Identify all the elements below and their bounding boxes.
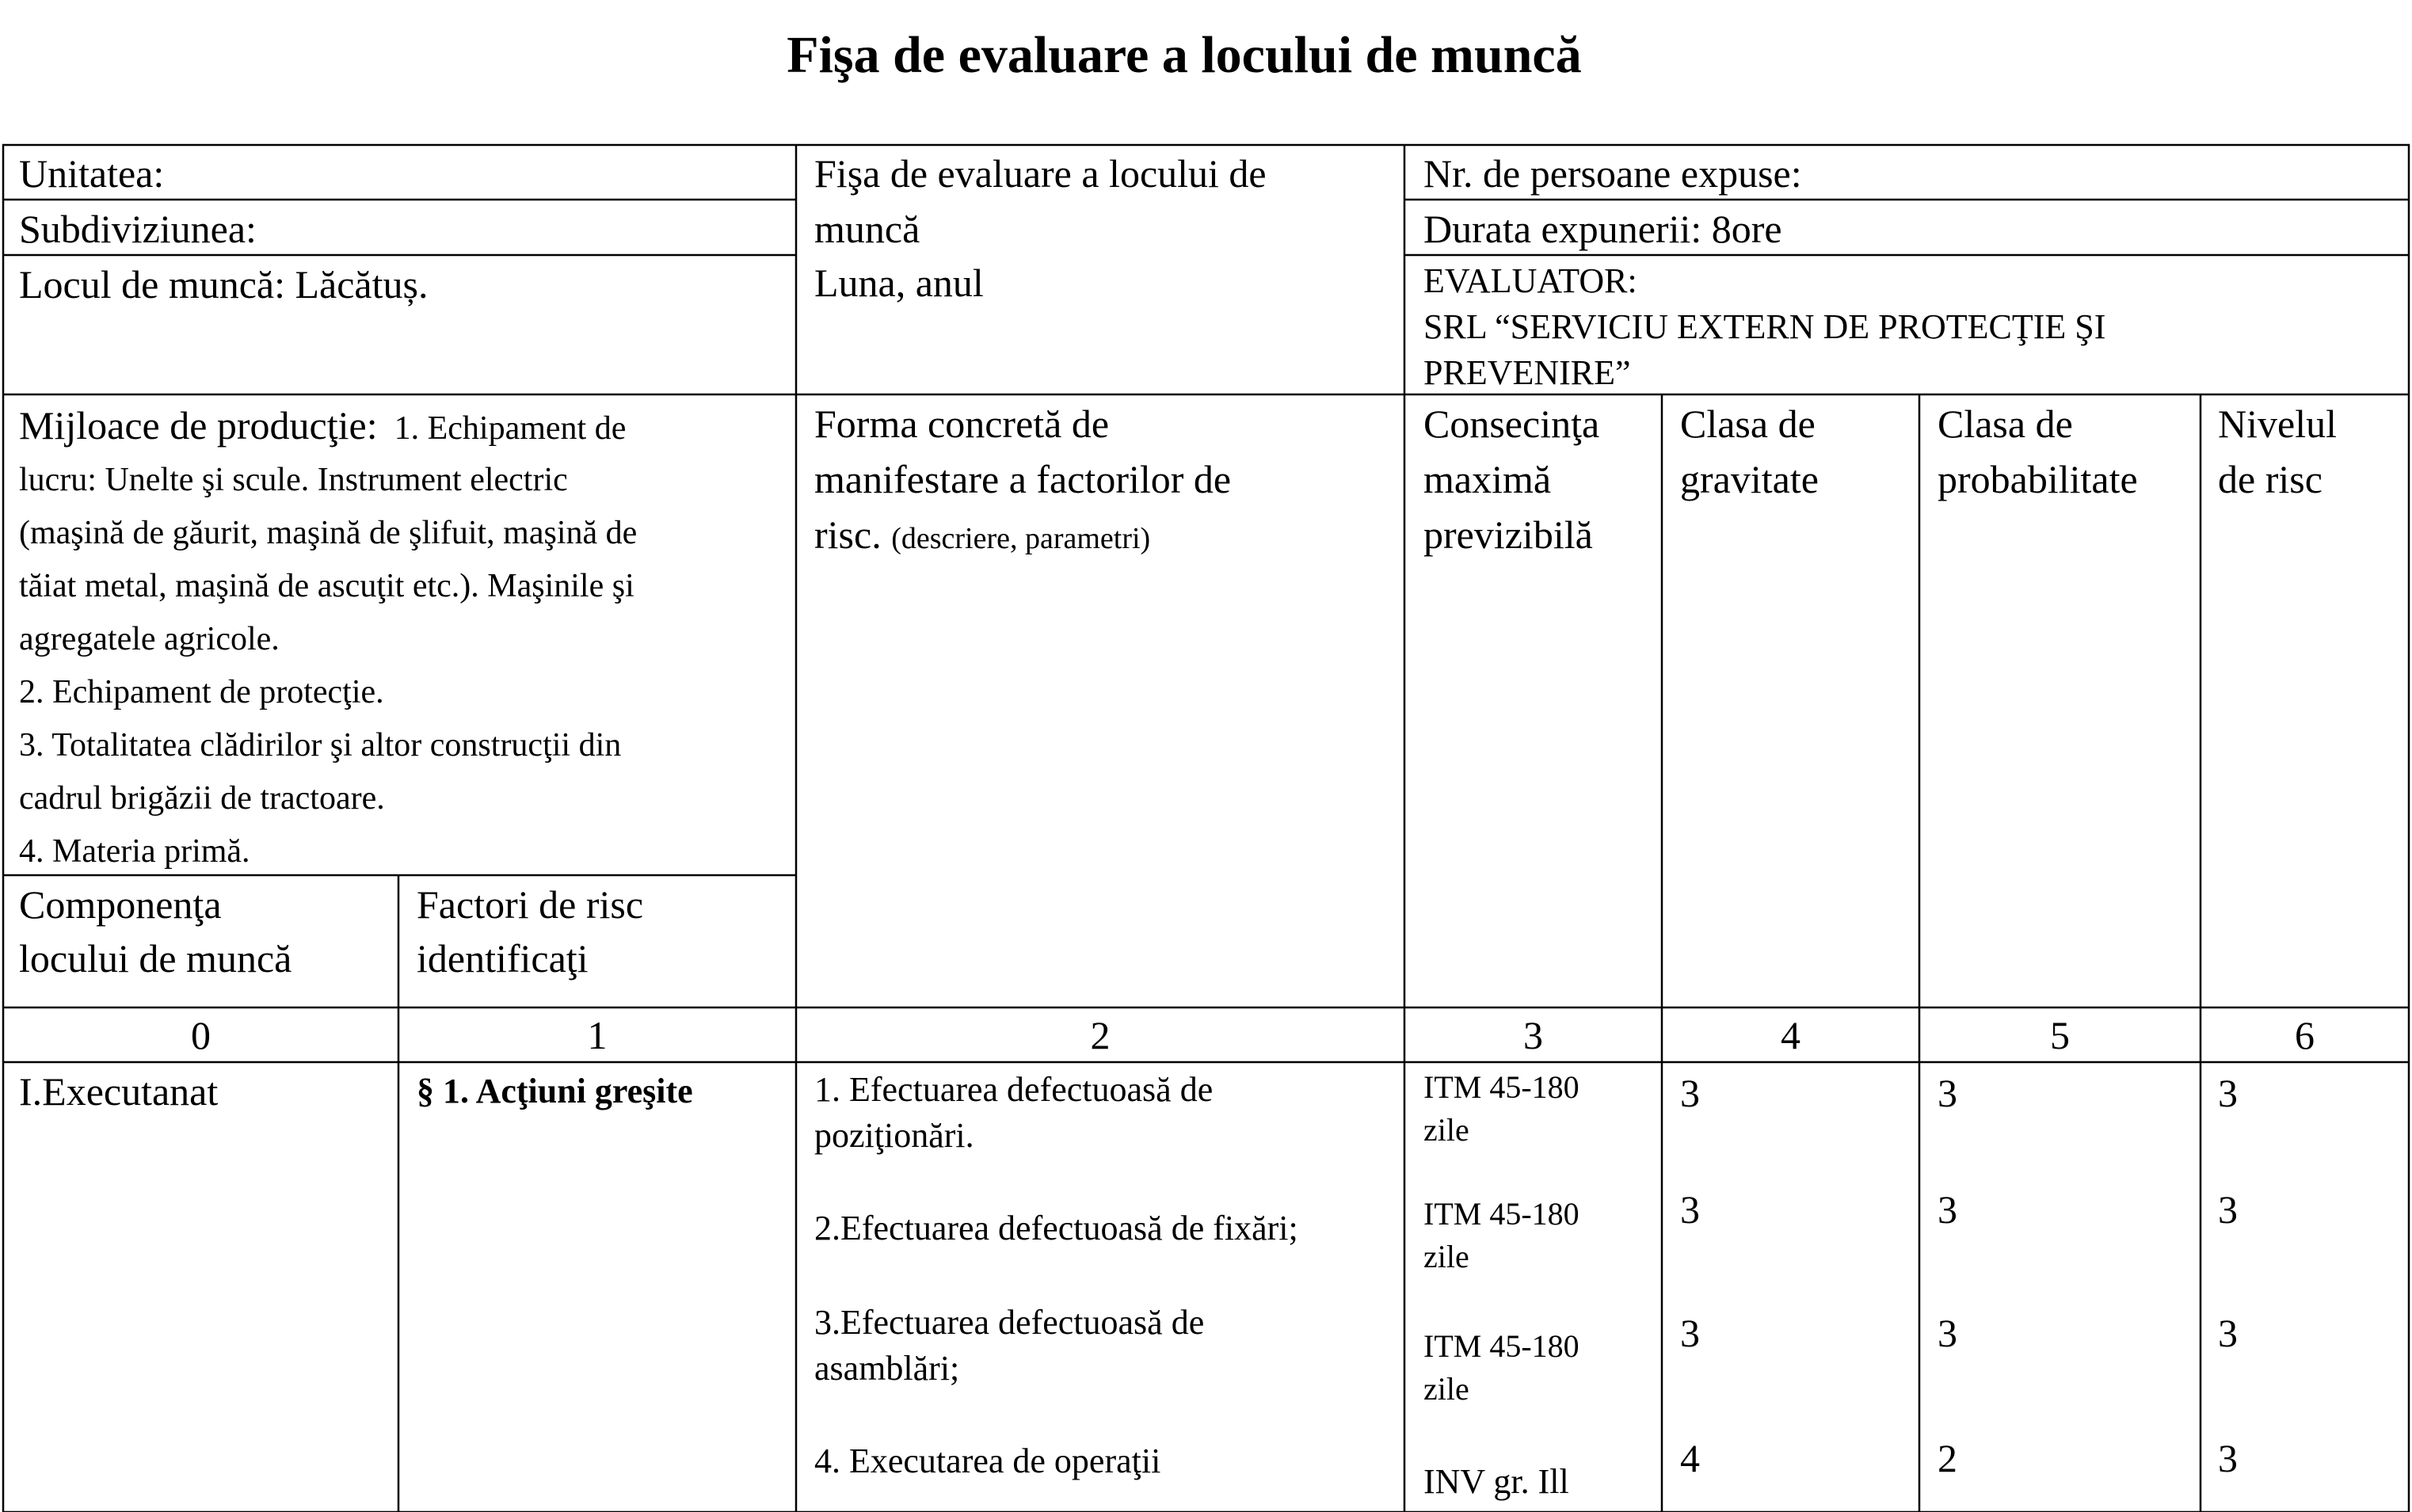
header-gravity: Clasa de — [1680, 402, 1816, 446]
exposed-persons-label: Nr. de persoane expuse: — [1423, 151, 1802, 196]
means-first-line-rest: 1. Echipament de — [394, 410, 627, 447]
evaluator-line-1: EVALUATOR: — [1423, 261, 1637, 300]
means-line: 4. Materia primă. — [19, 833, 250, 870]
risk-value: 3 — [2218, 1436, 2238, 1480]
header-risk-level: de risc — [2218, 457, 2322, 501]
unit-label: Unitatea: — [19, 151, 165, 196]
header-factors: Factori de risc — [417, 882, 644, 927]
gravity-value: 4 — [1680, 1436, 1700, 1480]
risk-description: 3.Efectuarea defectuoasă de — [814, 1303, 1205, 1342]
column-number: 2 — [1090, 1013, 1111, 1057]
gravity-value: 3 — [1680, 1071, 1700, 1115]
header-form-last — [814, 507, 1150, 566]
header-probability: Clasa de — [1938, 402, 2073, 446]
consequence-value: zile — [1423, 1112, 1469, 1148]
sheet-title-line-2: muncă — [814, 207, 920, 251]
header-risk-level: Nivelul — [2218, 402, 2337, 446]
probability-value: 3 — [1938, 1311, 1957, 1355]
gravity-value: 3 — [1680, 1311, 1700, 1355]
column-number: 3 — [1523, 1013, 1543, 1057]
consequence-value: zile — [1423, 1371, 1469, 1407]
probability-value: 3 — [1938, 1187, 1957, 1232]
header-form-risk: risc. — [814, 512, 882, 557]
header-gravity: gravitate — [1680, 457, 1819, 501]
risk-description: poziţionări. — [814, 1116, 974, 1155]
sheet-title-line-1: Fişa de evaluare a locului de — [814, 151, 1267, 196]
document-title: Fişa de evaluare a locului de muncă — [787, 26, 1582, 84]
factor-wrong-actions: § 1. Acţiuni greşite — [417, 1072, 693, 1110]
evaluator-line-2: SRL “SERVICIU EXTERN DE PROTECŢIE ŞI — [1423, 307, 2106, 346]
component-executant: I.Executanat — [19, 1069, 219, 1114]
gravity-value: 3 — [1680, 1187, 1700, 1232]
header-component: Componenţa — [19, 882, 222, 927]
means-line: 3. Totalitatea clădirilor şi altor construcţii din — [19, 727, 622, 764]
risk-description: 4. Executarea de operaţii — [814, 1442, 1161, 1480]
header-consequence: Consecinţa — [1423, 402, 1600, 446]
means-line: agregatele agricole. — [19, 621, 280, 657]
consequence-value: zile — [1423, 1239, 1469, 1274]
header-probability: probabilitate — [1938, 457, 2138, 501]
sheet-date-label: Luna, anul — [814, 261, 984, 305]
risk-description: asamblări; — [814, 1349, 960, 1388]
column-number: 1 — [587, 1013, 608, 1057]
header-factors: identificaţi — [417, 936, 589, 981]
header-form: Forma concretă de — [814, 402, 1110, 446]
means-line: 2. Echipament de protecţie. — [19, 674, 384, 710]
risk-description: 1. Efectuarea defectuoasă de — [814, 1070, 1214, 1109]
consequence-value: ITM 45-180 — [1423, 1069, 1579, 1105]
means-line: tăiat metal, maşină de ascuţit etc.). Maşinile şi — [19, 568, 634, 604]
header-consequence: previzibilă — [1423, 512, 1593, 557]
means-line: lucru: Unelte şi scule. Instrument electric — [19, 462, 568, 498]
means-label: Mijloace de producţie: — [19, 403, 378, 448]
probability-value: 2 — [1938, 1436, 1957, 1480]
risk-value: 3 — [2218, 1071, 2238, 1115]
risk-description: 2.Efectuarea defectuoasă de fixări; — [814, 1209, 1298, 1247]
column-number: 6 — [2295, 1013, 2315, 1057]
column-number: 5 — [2050, 1013, 2070, 1057]
risk-value: 3 — [2218, 1311, 2238, 1355]
evaluator-line-3: PREVENIRE” — [1423, 353, 1631, 392]
consequence-value: ITM 45-180 — [1423, 1328, 1579, 1364]
consequence-value: ITM 45-180 — [1423, 1196, 1579, 1232]
subdivision-label: Subdiviziunea: — [19, 207, 257, 251]
header-component: locului de muncă — [19, 936, 292, 981]
exposure-duration-label: Durata expunerii: 8ore — [1423, 207, 1782, 251]
header-form-note: (descriere, parametri) — [891, 522, 1151, 555]
header-form: manifestare a factorilor de — [814, 457, 1232, 501]
means-line: cadrul brigăzii de tractoare. — [19, 780, 385, 817]
risk-value: 3 — [2218, 1187, 2238, 1232]
column-number: 0 — [191, 1013, 211, 1057]
means-line: (maşină de găurit, maşină de şlifuit, maşină de — [19, 515, 638, 551]
means-first-line — [19, 399, 626, 455]
workplace-label: Locul de muncă: Lăcătuș. — [19, 262, 429, 307]
probability-value: 3 — [1938, 1071, 1957, 1115]
column-number: 4 — [1781, 1013, 1800, 1057]
header-consequence: maximă — [1423, 457, 1552, 501]
consequence-value: INV gr. Ill — [1423, 1462, 1569, 1501]
